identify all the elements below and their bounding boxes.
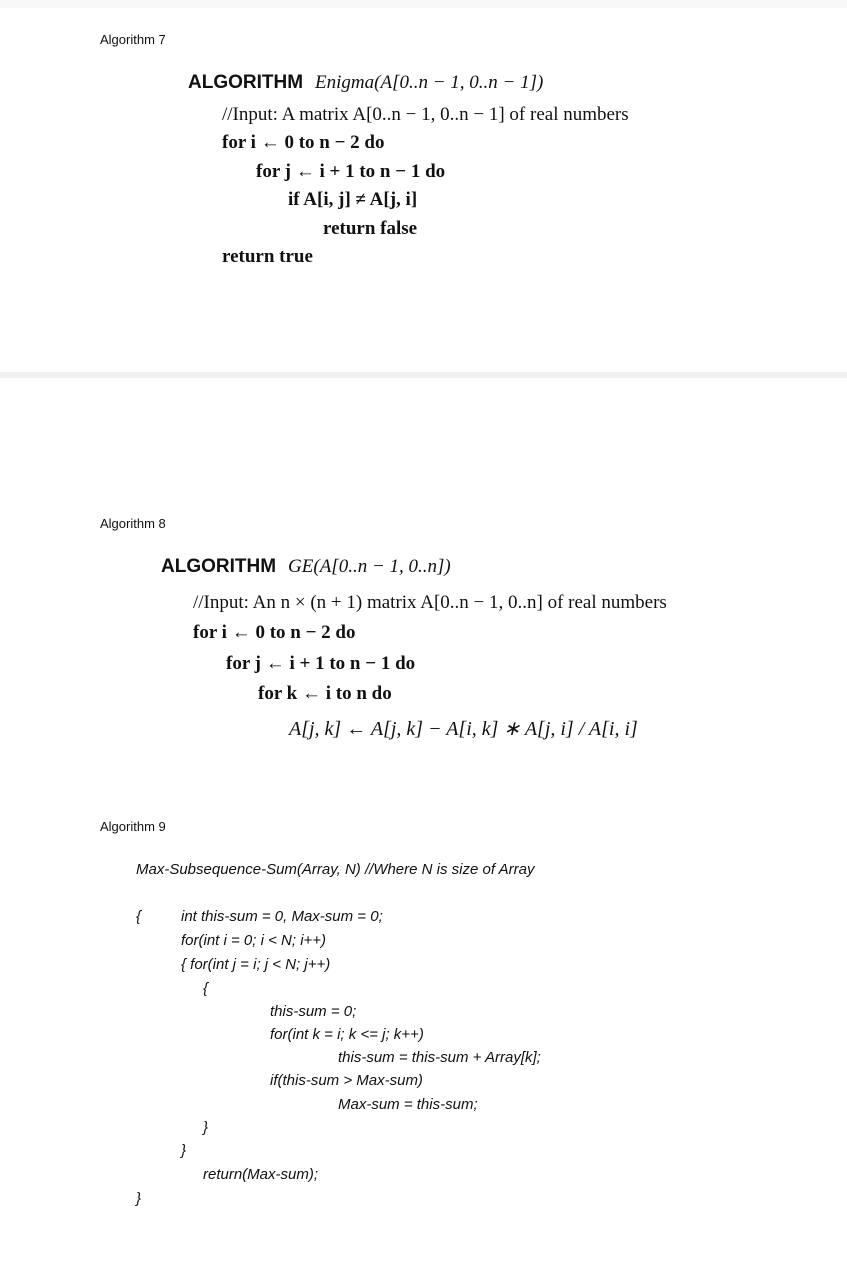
algorithm-9-label: Algorithm 9 bbox=[100, 819, 166, 834]
top-strip bbox=[0, 0, 847, 8]
code-line: { for(int j = i; j < N; j++) bbox=[181, 956, 331, 973]
return-line: return(Max-sum); bbox=[203, 1166, 319, 1183]
code-line: for(int i = 0; i < N; i++) bbox=[181, 932, 327, 949]
close-brace: } bbox=[136, 1190, 142, 1207]
algorithm-keyword: ALGORITHM bbox=[188, 72, 304, 93]
code-line: if(this-sum > Max-sum) bbox=[270, 1072, 423, 1089]
algorithm-signature: GE(A[0..n − 1, 0..n]) bbox=[288, 556, 451, 577]
return-true-line: return true bbox=[222, 246, 313, 267]
page-separator bbox=[0, 372, 847, 378]
for-i-line: for i ← 0 to n − 2 do bbox=[193, 622, 356, 643]
algorithm-7-header bbox=[188, 72, 543, 94]
open-brace: { bbox=[136, 908, 142, 925]
algorithm-signature: Enigma(A[0..n − 1, 0..n − 1]) bbox=[315, 72, 544, 93]
code-line: int this-sum = 0, Max-sum = 0; bbox=[181, 908, 383, 925]
algorithm-keyword: ALGORITHM bbox=[161, 556, 277, 577]
function-signature: Max-Subsequence-Sum(Array, N) //Where N is size of Array bbox=[136, 861, 535, 878]
input-comment: //Input: A matrix A[0..n − 1, 0..n − 1] of real numbers bbox=[222, 104, 629, 125]
algorithm-8-label: Algorithm 8 bbox=[100, 516, 166, 531]
close-brace: } bbox=[181, 1142, 187, 1159]
close-brace: } bbox=[203, 1119, 209, 1136]
algorithm-8-header bbox=[161, 556, 451, 578]
return-false-line: return false bbox=[323, 218, 418, 239]
for-i-line: for i ← 0 to n − 2 do bbox=[222, 132, 385, 153]
update-line: A[j, k] ← A[j, k] − A[i, k] ∗ A[j, i] / A[i, i] bbox=[289, 718, 638, 740]
for-j-line: for j ← i + 1 to n − 1 do bbox=[226, 653, 416, 674]
algorithm-7-label: Algorithm 7 bbox=[100, 32, 166, 47]
code-line: this-sum = 0; bbox=[270, 1003, 357, 1020]
code-line: this-sum = this-sum + Array[k]; bbox=[338, 1049, 541, 1066]
if-line: if A[i, j] ≠ A[j, i] bbox=[288, 189, 418, 210]
code-line: for(int k = i; k <= j; k++) bbox=[270, 1026, 424, 1043]
for-k-line: for k ← i to n do bbox=[258, 683, 392, 704]
input-comment: //Input: An n × (n + 1) matrix A[0..n − 1, 0..n] of real numbers bbox=[193, 592, 667, 613]
code-line: Max-sum = this-sum; bbox=[338, 1096, 478, 1113]
for-j-line: for j ← i + 1 to n − 1 do bbox=[256, 161, 446, 182]
code-line: { bbox=[203, 980, 209, 997]
